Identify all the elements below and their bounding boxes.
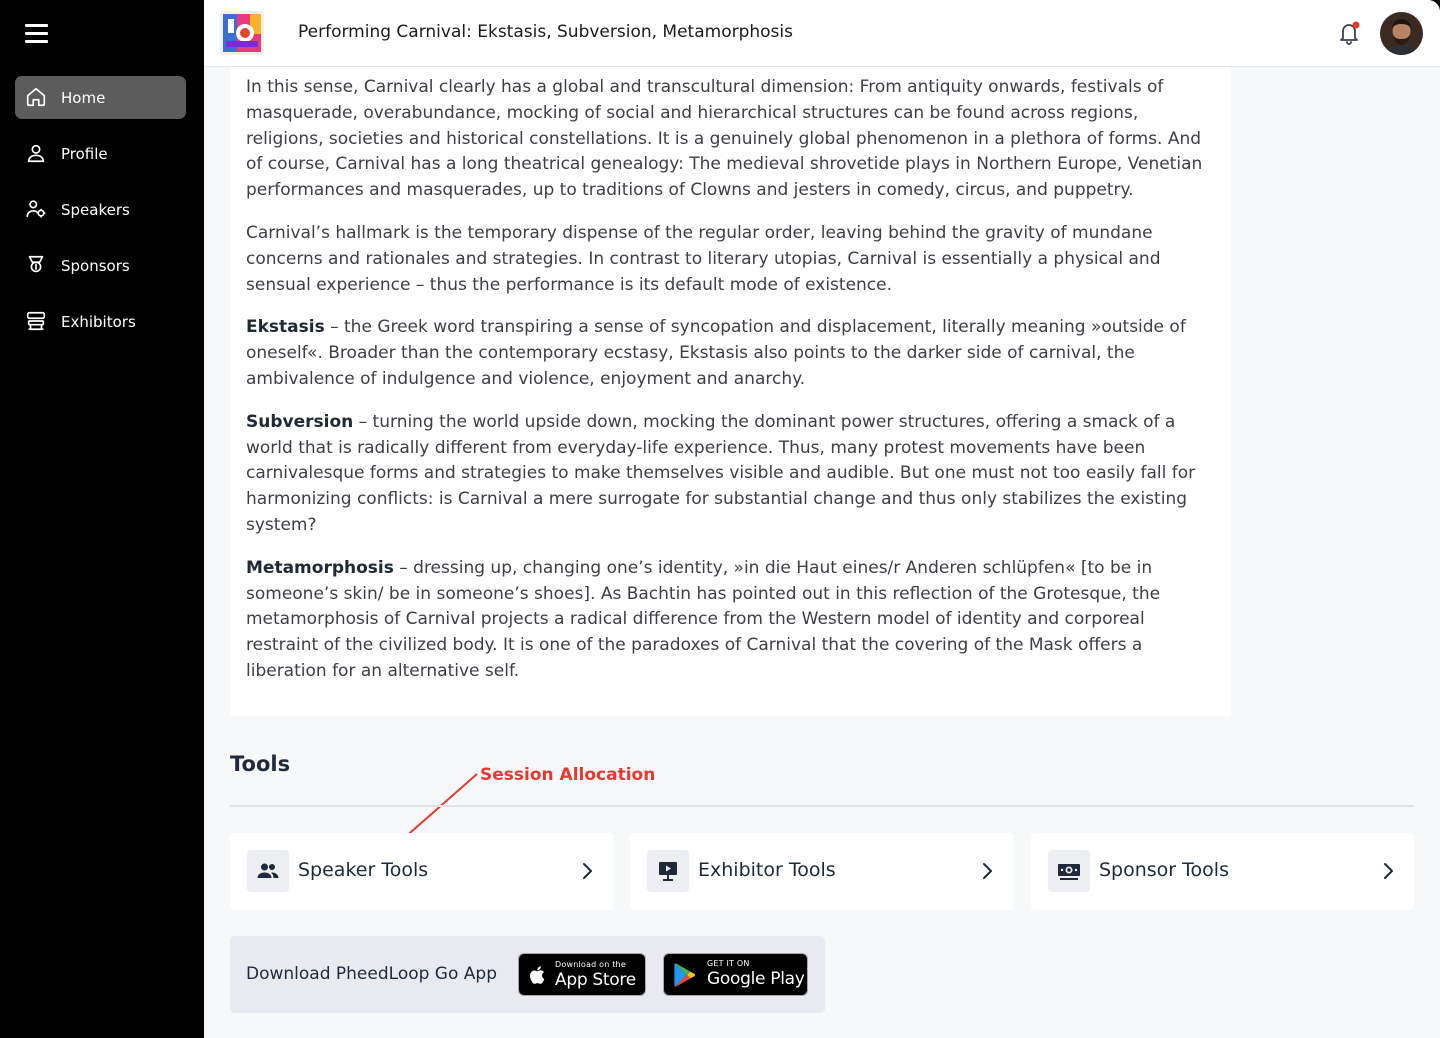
download-app-text: Download PheedLoop Go App	[246, 964, 497, 984]
tool-label: Exhibitor Tools	[698, 859, 836, 881]
speaker-tools-card[interactable]	[230, 833, 613, 910]
google-play-icon	[673, 962, 697, 988]
app-store-small-text: Download on the	[555, 960, 626, 969]
tool-label: Sponsor Tools	[1099, 859, 1229, 881]
page-title: Performing Carnival: Ekstasis, Subversion, Metamorphosis	[298, 22, 793, 42]
apple-icon	[527, 963, 549, 987]
description-paragraph	[246, 556, 1215, 685]
annotation-label: Session Allocation	[480, 765, 656, 785]
presentation-icon	[647, 850, 689, 892]
description-paragraph: Carnival’s hallmark is the temporary dispense of the regular order, leaving behind the gravity of mundane concerns and rationales and strategies. In contrast to literary utopias, Carnival is essentially a physical and sensual experience – thus the performance is its default mode of existence.	[246, 222, 1161, 295]
app-store-big-text: App Store	[555, 970, 636, 990]
booth-icon	[25, 310, 47, 332]
description-paragraph	[246, 315, 1215, 392]
bell-icon[interactable]	[1337, 20, 1361, 46]
user-icon	[25, 142, 47, 164]
money-icon	[1048, 850, 1090, 892]
top-bar	[204, 0, 1440, 67]
chevron-right-icon	[581, 861, 593, 881]
download-app-bar	[230, 936, 825, 1013]
tool-label: Speaker Tools	[298, 859, 429, 881]
chevron-right-icon	[981, 861, 993, 881]
main-content	[204, 0, 1440, 1038]
event-description	[230, 67, 1231, 716]
term-subversion-text: – turning the world upside down, mocking the dominant power structures, offering a smack of a world that is radically different from everyday-life experience. Thus, many protest movements have been carnivalesque forms and strategies to make themselves visible and audible. But one must not too easily fall for harmonizing conflicts: is Carnival a mere surrogate for substantial change and thus only stabilizes the existing system?	[246, 411, 1196, 535]
sidebar-item-speakers[interactable]	[15, 188, 186, 231]
google-play-button[interactable]	[663, 953, 808, 996]
speaker-icon	[25, 198, 47, 220]
description-paragraph: In this sense, Carnival clearly has a global and transcultural dimension: From antiquity onwards, festivals of masquerade, overabundance, mocking of social and hierarchical structures can be found across regions, religions, societies and historical constellations. It is a genuinely global phenomenon in a plethora of forms. And of course, Carnival has a long theatrical genealogy: The medieval shrovetide plays in Northern Europe, Venetian performances and masquerades, up to traditions of Clowns and jesters in comedy, circus, and puppetry.	[246, 77, 1203, 201]
exhibitor-tools-card[interactable]	[630, 833, 1013, 910]
google-play-big-text: Google Play	[707, 969, 805, 989]
sidebar-item-label: Profile	[61, 144, 108, 163]
term-ekstasis-text: – the Greek word transpiring a sense of syncopation and displacement, literally meaning »outside of oneself«. Broader than the contemporary ecstasy, Ekstasis also points to the darker side of carnival, the ambivalence of indulgence and violence, enjoyment and anarchy.	[246, 317, 1186, 389]
people-icon	[247, 850, 289, 892]
tools-divider	[230, 805, 1414, 807]
sidebar	[0, 0, 204, 1038]
sidebar-item-exhibitors[interactable]	[15, 300, 186, 343]
sidebar-item-label: Speakers	[61, 200, 130, 219]
sidebar-item-sponsors[interactable]	[15, 244, 186, 287]
sidebar-item-home[interactable]	[15, 76, 186, 119]
sidebar-item-label: Exhibitors	[61, 312, 136, 331]
avatar[interactable]	[1380, 12, 1423, 55]
term-subversion: Subversion	[246, 411, 354, 432]
sidebar-item-label: Sponsors	[61, 256, 130, 275]
sponsor-tools-card[interactable]	[1031, 833, 1414, 910]
description-paragraph	[246, 410, 1215, 539]
google-play-small-text: GET IT ON	[707, 959, 750, 968]
menu-icon[interactable]	[25, 22, 49, 44]
sidebar-item-label: Home	[61, 88, 106, 107]
app-store-button[interactable]	[518, 953, 646, 996]
tools-heading: Tools	[230, 752, 291, 776]
term-metamorphosis: Metamorphosis	[246, 557, 394, 578]
chevron-right-icon	[1382, 861, 1394, 881]
sidebar-nav	[15, 76, 186, 356]
term-ekstasis: Ekstasis	[246, 317, 325, 338]
sidebar-item-profile[interactable]	[15, 132, 186, 175]
home-icon	[25, 86, 47, 108]
award-icon	[25, 254, 47, 276]
term-metamorphosis-text: – dressing up, changing one’s identity, »in die Haut eines/r Anderen schlüpfen« [to be in someone’s skin/ be in someone’s shoes]. As Bachtin has pointed out in this reflection of the Grotesque, the metamorphosis of Carnival projects a radical difference from the Western model of identity and corporeal restraint of the civilized body. It is one of the paradoxes of Carnival that the covering of the Mask offers a liberation for an alternative self.	[246, 557, 1161, 681]
event-logo[interactable]	[220, 11, 264, 55]
